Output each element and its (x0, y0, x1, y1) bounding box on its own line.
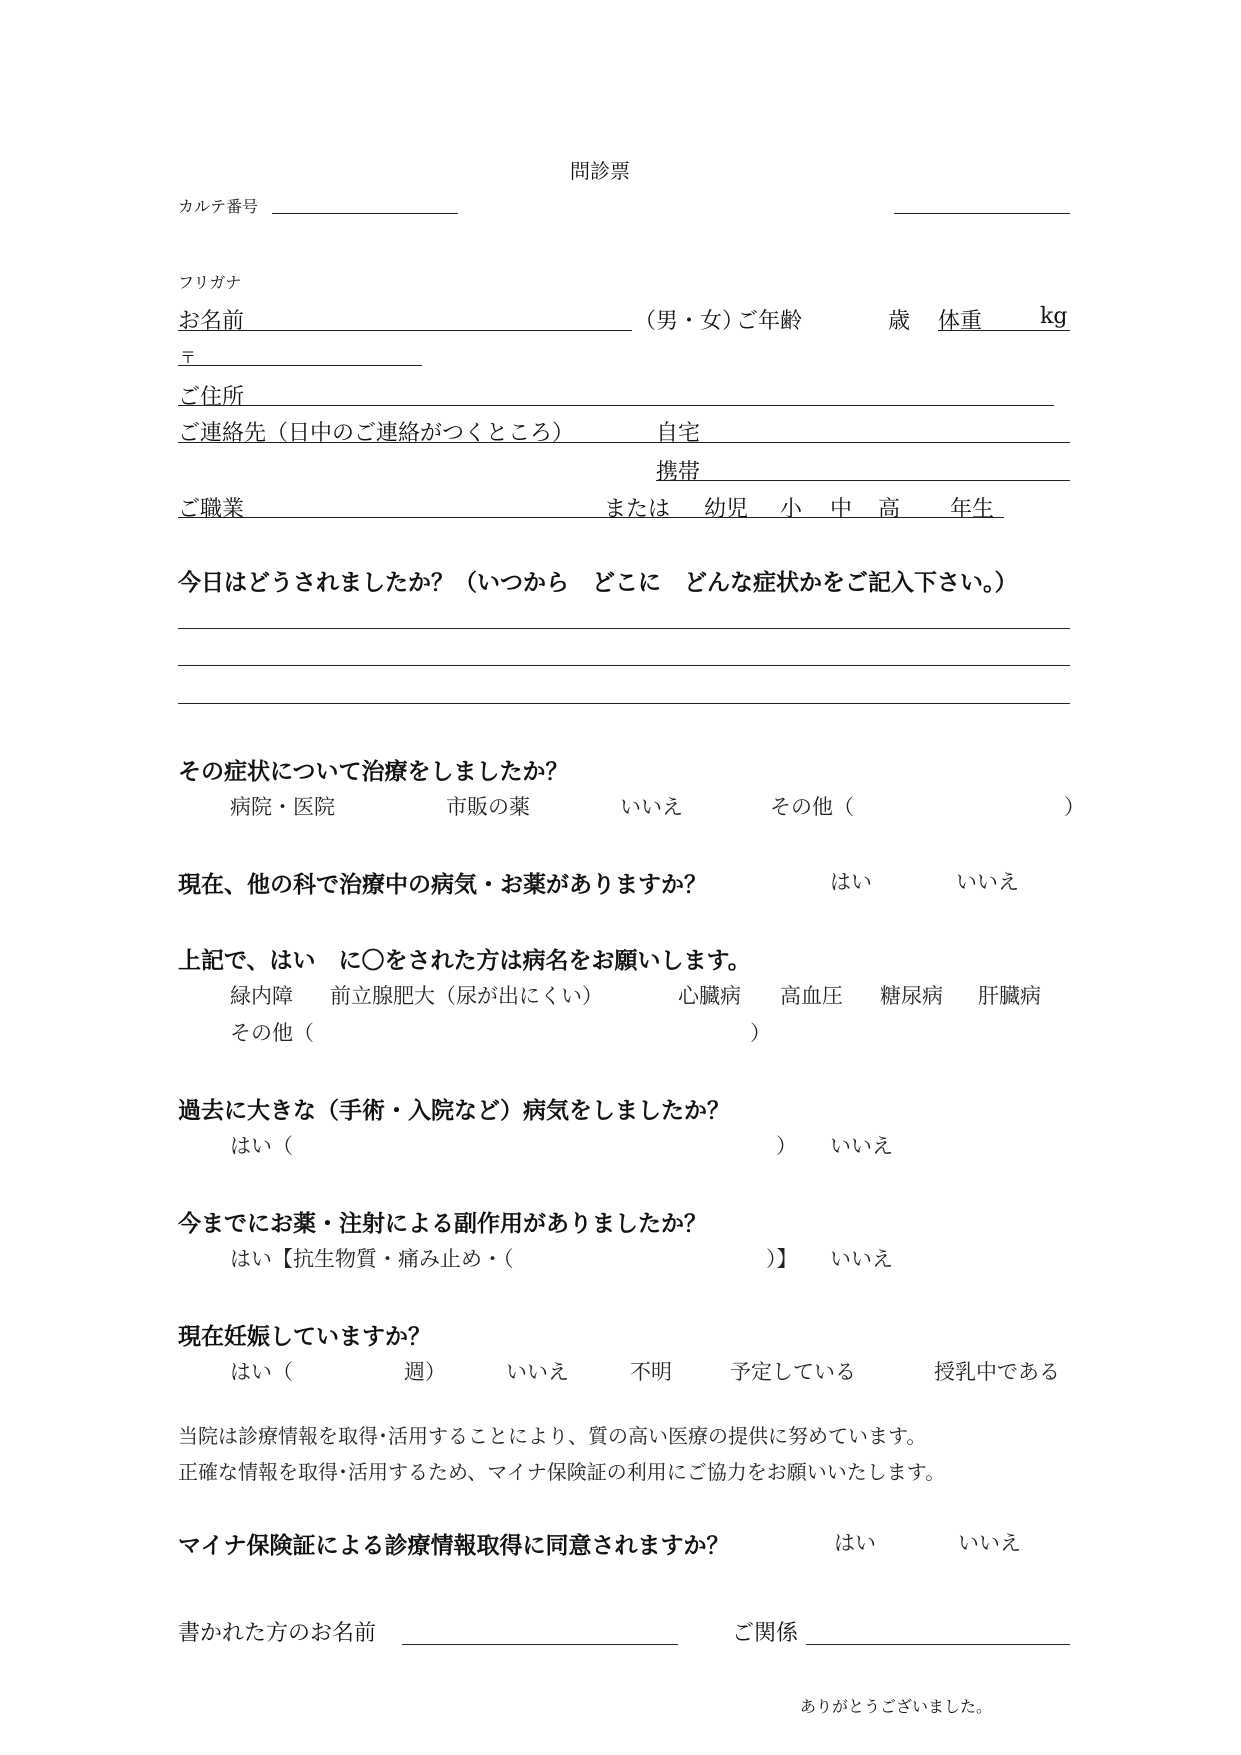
mobile-phone-label: 携帯 (656, 460, 701, 485)
age-unit: 歳 (888, 309, 911, 334)
symptoms-line-1[interactable] (178, 628, 1070, 629)
relation-label: ご関係 (732, 1621, 799, 1646)
question-disease-name: 上記で、はい に〇をされた方は病名をお願いします。 (178, 948, 751, 974)
q8-no-option[interactable]: いいえ (958, 1531, 1021, 1555)
home-phone-field[interactable] (178, 442, 1070, 443)
contact-label: ご連絡先（日中のご連絡がつくところ） (178, 421, 575, 446)
symptoms-line-3[interactable] (178, 703, 1070, 704)
question-past-illness: 過去に大きな（手術・入院など）病気をしましたか？ (178, 1098, 730, 1124)
q7-planned-option[interactable]: 予定している (730, 1360, 856, 1384)
q6-no-option[interactable]: いいえ (830, 1247, 893, 1271)
child-option[interactable]: 幼児 (704, 497, 749, 522)
q7-unknown-option[interactable]: 不明 (630, 1360, 672, 1384)
name-label: お名前 (178, 309, 245, 334)
question-treatment: その症状について治療をしましたか？ (178, 759, 569, 785)
postal-code-field[interactable] (178, 365, 422, 366)
disease-prostate[interactable]: 前立腺肥大（尿が出にくい） (330, 984, 603, 1008)
q7-nursing-option[interactable]: 授乳中である (934, 1360, 1060, 1384)
option-other-close: ） (1064, 795, 1085, 819)
notice-line-2: 正確な情報を取得･活用するため、マイナ保険証の利用にご協力をお願いいたします。 (178, 1460, 946, 1484)
middle-option[interactable]: 中 (830, 497, 853, 522)
chart-number-field[interactable] (272, 213, 458, 214)
high-option[interactable]: 高 (878, 497, 901, 522)
question-myna-consent: マイナ保険証による診療情報取得に同意されますか？ (178, 1533, 730, 1559)
page-title: 問診票 (570, 159, 630, 183)
q5-yes-option[interactable]: はい（ (230, 1134, 293, 1158)
age-label: ご年齢 (736, 309, 803, 334)
q3-yes-option[interactable]: はい (830, 870, 872, 894)
disease-other-close: ） (750, 1021, 771, 1045)
option-otc-medicine[interactable]: 市販の薬 (446, 795, 530, 819)
disease-diabetes[interactable]: 糖尿病 (880, 984, 943, 1008)
q3-no-option[interactable]: いいえ (956, 870, 1019, 894)
q6-yes-option[interactable]: はい【抗生物質・痛み止め・（ (230, 1247, 514, 1271)
q7-week-label: 週） (404, 1360, 446, 1384)
postal-mark: 〒 (180, 348, 197, 367)
question-pregnancy: 現在妊娠していますか？ (178, 1324, 431, 1350)
sex-label[interactable]: （男・女） (634, 309, 745, 334)
weight-label: 体重 (938, 309, 983, 334)
symptoms-line-2[interactable] (178, 665, 1070, 666)
q6-yes-close: ）】 (766, 1247, 798, 1271)
name-field[interactable] (178, 330, 632, 331)
q8-yes-option[interactable]: はい (834, 1531, 876, 1555)
option-hospital[interactable]: 病院・医院 (230, 795, 335, 819)
q7-no-option[interactable]: いいえ (506, 1360, 569, 1384)
furigana-label: フリガナ (178, 273, 242, 292)
elementary-option[interactable]: 小 (780, 497, 803, 522)
notice-line-1: 当院は診療情報を取得･活用することにより、質の高い医療の提供に努めています。 (178, 1424, 927, 1448)
address-label: ご住所 (178, 385, 245, 410)
q5-yes-close: ） (776, 1134, 797, 1158)
disease-liver[interactable]: 肝臓病 (978, 984, 1041, 1008)
question-other-treatment: 現在、他の科で治療中の病気・お薬がありますか？ (178, 872, 707, 898)
or-label: または (604, 497, 671, 522)
q7-yes-option[interactable]: はい（ (230, 1360, 293, 1384)
option-other[interactable]: その他（ (770, 795, 854, 819)
disease-glaucoma[interactable]: 緑内障 (230, 984, 293, 1008)
thanks-text: ありがとうございました。 (800, 1697, 993, 1716)
home-phone-label: 自宅 (656, 421, 701, 446)
q5-no-option[interactable]: いいえ (830, 1134, 893, 1158)
weight-field[interactable] (938, 330, 1070, 331)
address-field[interactable] (178, 405, 1054, 406)
chart-number-label: カルテ番号 (178, 197, 259, 216)
question-symptoms: 今日はどうされましたか？（いつから どこに どんな症状かをご記入下さい。） (178, 570, 1018, 596)
question-side-effects: 今までにお薬・注射による副作用がありましたか？ (178, 1211, 707, 1237)
job-label: ご職業 (178, 497, 245, 522)
relation-field[interactable] (806, 1644, 1070, 1645)
disease-heart[interactable]: 心臓病 (678, 984, 741, 1008)
writer-name-label: 書かれた方のお名前 (178, 1621, 377, 1646)
mobile-phone-field[interactable] (656, 480, 1070, 481)
disease-other[interactable]: その他（ (230, 1021, 314, 1045)
grade-label: 年生 (950, 497, 995, 522)
writer-name-field[interactable] (402, 1644, 678, 1645)
disease-hypertension[interactable]: 高血圧 (780, 984, 843, 1008)
option-no[interactable]: いいえ (620, 795, 683, 819)
job-field[interactable] (178, 517, 1004, 518)
date-field[interactable] (894, 213, 1070, 214)
weight-unit: kg (1040, 304, 1068, 329)
